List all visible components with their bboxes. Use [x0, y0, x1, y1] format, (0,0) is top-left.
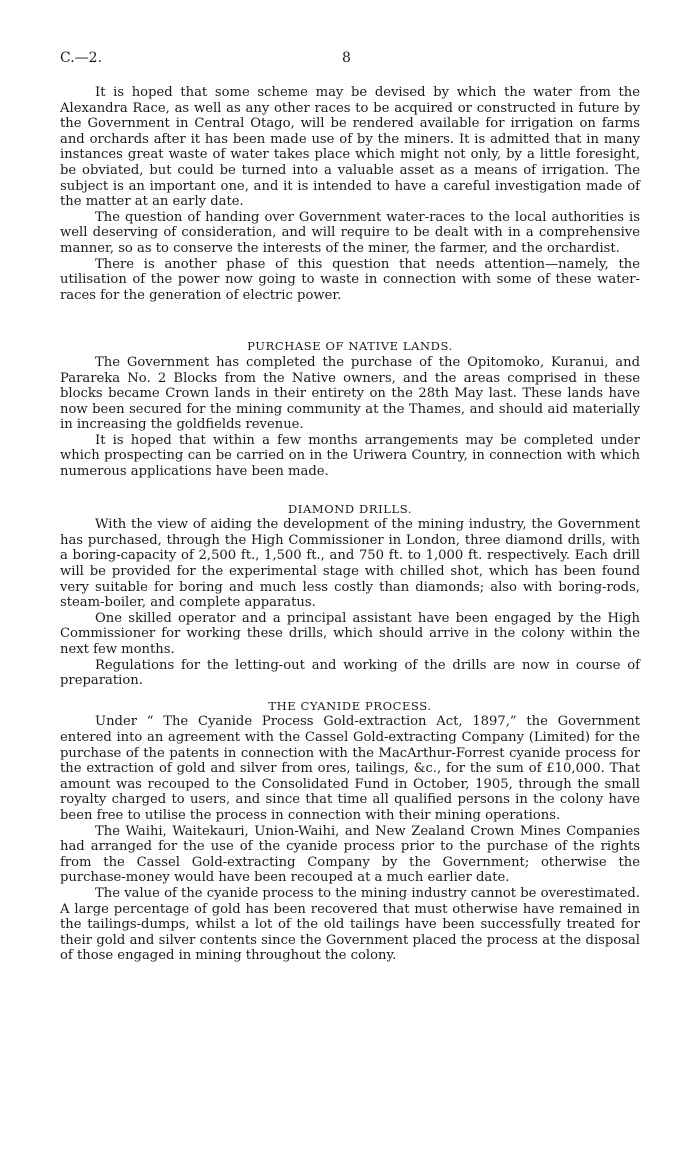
section-gap [60, 689, 640, 699]
section-heading-diamond-drills: DIAMOND DRILLS. [287, 501, 413, 516]
paragraph: The question of handing over Government water-races to the local authorities is well deserving of consideration, and will require to be dealt with in a comprehensive manner, so as to conserve the interests of the miner, the farmer, and the orchardist. [60, 209, 640, 256]
paragraph: With the view of aiding the development of the mining industry, the Government has purchased, through the High Commissioner in London, three diamond drills, with a boring-capacity of 2,500 ft., 1,500 ft., and 750 ft. to 1,000 ft. respectively. Each drill will be provided for the experimental stage with chilled shot, which has been found very suitable for boring and much less costly than diamonds; also with boring-rods, steam-boiler, and complete apparatus. [60, 517, 640, 611]
section-heading-cyanide-process: THE CYANIDE PROCESS. [268, 698, 432, 713]
paragraph: There is another phase of this question that needs attention—namely, the utilisation of the power now going to waste in connection with some of these water-races for the generation of electric power. [60, 256, 640, 303]
paragraph: One skilled operator and a principal assistant have been engaged by the High Commissioner for working these drills, which should arrive in the colony within the next few months. [60, 610, 640, 657]
paragraph: Under “ The Cyanide Process Gold-extraction Act, 1897,” the Government entered into an agreement with the Cassel Gold-extracting Company (Limited) for the purchase of the patents in connection with the MacArthur-Forrest cyanide process for the extraction of gold and silver from ores, tailings, &c., for the sum of £10,000. That amount was recouped to the Consolidated Fund in October, 1905, through the small royalty charged to users, and since that time all qualified persons in the colony have been free to utilise the process in connection with their mining operations. [60, 714, 640, 823]
page-number: 8 [342, 50, 351, 66]
document-reference: C.—2. [60, 50, 103, 66]
section-gap [60, 480, 640, 502]
paragraph: The Waihi, Waitekauri, Union-Waihi, and New Zealand Crown Mines Companies had arranged for the use of the cyanide process prior to the purchase of the rights from the Cassel Gold-extracting Company by the Government; otherwise the purchase-money would have been recouped at a much earlier date. [60, 823, 640, 886]
paragraph: The Government has completed the purchase of the Opitomoko, Kuranui, and Parareka No. 2 Blocks from the Native owners, and the areas comprised in these blocks became Crown lands in their entirety on the 28th May last. These lands have now been secured for the mining community at the Thames, and should aid materially in increasing the goldfields revenue. [60, 354, 640, 433]
paragraph: It is hoped that within a few months arrangements may be completed under which prospecting can be carried on in the Uriwera Country, in connection with which numerous applications have been made. [60, 432, 640, 480]
section-heading-native-lands: PURCHASE OF NATIVE LANDS. [247, 339, 453, 354]
section-gap [60, 303, 640, 339]
paragraph: Regulations for the letting-out and working of the drills are now in course of preparation. [60, 657, 640, 689]
page-body [60, 85, 640, 964]
paragraph: It is hoped that some scheme may be devised by which the water from the Alexandra Race, as well as any other races to be acquired or constructed in future by the Government in Central Otago, will be rendered available for irrigation on farms and orchards after it has been made use of by the miners. It is admitted that in many instances great waste of water takes place which might not only, by a little foresight, be obviated, but could be turned into a valuable asset as a means of irrigation. The subject is an important one, and it is intended to have a careful investigation made of the matter at an early date. [60, 85, 640, 210]
paragraph: The value of the cyanide process to the mining industry cannot be overestimated. A large percentage of gold has been recovered that must otherwise have remained in the tailings-dumps, whilst a lot of the old tailings have been successfully treated for their gold and silver contents since the Government placed the process at the disposal of those engaged in mining throughout the colony. [60, 885, 640, 964]
page-header [60, 50, 640, 70]
